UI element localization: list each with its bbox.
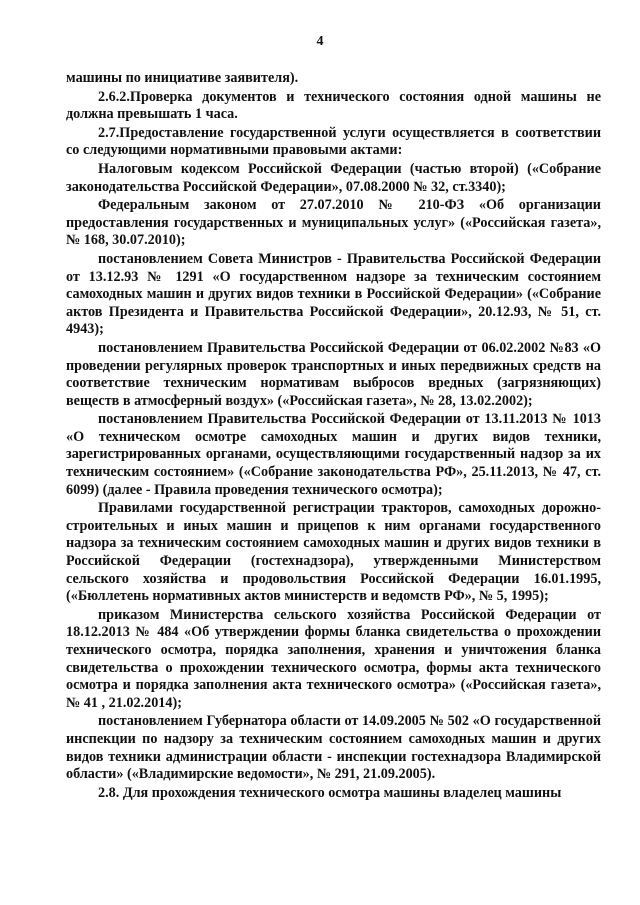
paragraph-council-resolution: постановлением Совета Министров - Правительства Российской Федерации от 13.12.93 № 1291 «О государственном надзоре за техническим состоянием самоходных машин и других видов техники в Российской Федерации» («Собрание актов Президента и Правительства Российской Федерации», 20.12.93, № 51, ст. 4943); [66, 250, 601, 338]
paragraph-government-resolution-83: постановлением Правительства Российской Федерации от 06.02.2002 №83 «О проведении регулярных проверок транспортных и иных передвижных средств на соответствие техническим нормативам выбросов вредных (загрязняющих) веществ в атмосферный воздух» («Российская газета», № 28, 13.02.2002); [66, 339, 601, 409]
paragraph-tax-code: Налоговым кодексом Российской Федерации (частью второй) («Собрание законодательства Российской Федерации», 07.08.2000 № 32, ст.3340); [66, 160, 601, 195]
document-body [66, 70, 601, 803]
paragraph-continuation: машины по инициативе заявителя). [66, 70, 299, 86]
paragraph-2-8: 2.8. Для прохождения технического осмотра машины владелец машины [98, 784, 562, 801]
paragraph-federal-law: Федеральным законом от 27.07.2010 № 210-ФЗ «Об организации предоставления государственных и муниципальных услуг» («Российская газета», № 168, 30.07.2010); [66, 197, 601, 249]
paragraph-registration-rules: Правилами государственной регистрации тракторов, самоходных дорожно-строительных и иных машин и прицепов к ним органами государственного надзора за техническим состоянием самоходных машин и других видов техники в Российской Федерации (гостехнадзора), утвержденными Министерством сельского хозяйства и продовольствия Российской Федерации 16.01.1995, («Бюллетень нормативных актов министерств и ведомств РФ», № 5, 1995); [66, 500, 601, 605]
paragraph-governor-resolution: постановлением Губернатора области от 14.09.2005 № 502 «О государственной инспекции по надзору за техническим состоянием самоходных машин и других видов техники администрации области - инспекции гостехнадзора Владимирской области» («Владимирские ведомости», № 291, 21.09.2005). [66, 713, 601, 783]
paragraph-2-6-2: 2.6.2.Проверка документов и технического состояния одной машины не должна превышать 1 часа. [66, 88, 601, 123]
paragraph-2-7: 2.7.Предоставление государственной услуги осуществляется в соответствии со следующими нормативными правовыми актами: [66, 124, 601, 159]
paragraph-ministry-order: приказом Министерства сельского хозяйства Российской Федерации от 18.12.2013 № 484 «Об утверждении формы бланка свидетельства о прохождении технического осмотра, порядка заполнения, хранения и уничтожения бланка свидетельства о прохождении технического осмотра, формы акта технического осмотра и порядка заполнения акта технического осмотра» («Российская газета», № 41 , 21.02.2014); [66, 606, 601, 711]
page-number: 4 [316, 34, 324, 49]
paragraph-government-resolution-1013: постановлением Правительства Российской Федерации от 13.11.2013 № 1013 «О техническом осмотре самоходных машин и других видов техники, зарегистрированных органами, осуществляющими государственный надзор за их техническим состоянием» («Собрание законодательства РФ», 25.11.2013, № 47, ст. 6099) (далее - Правила проведения технического осмотра); [66, 411, 601, 498]
